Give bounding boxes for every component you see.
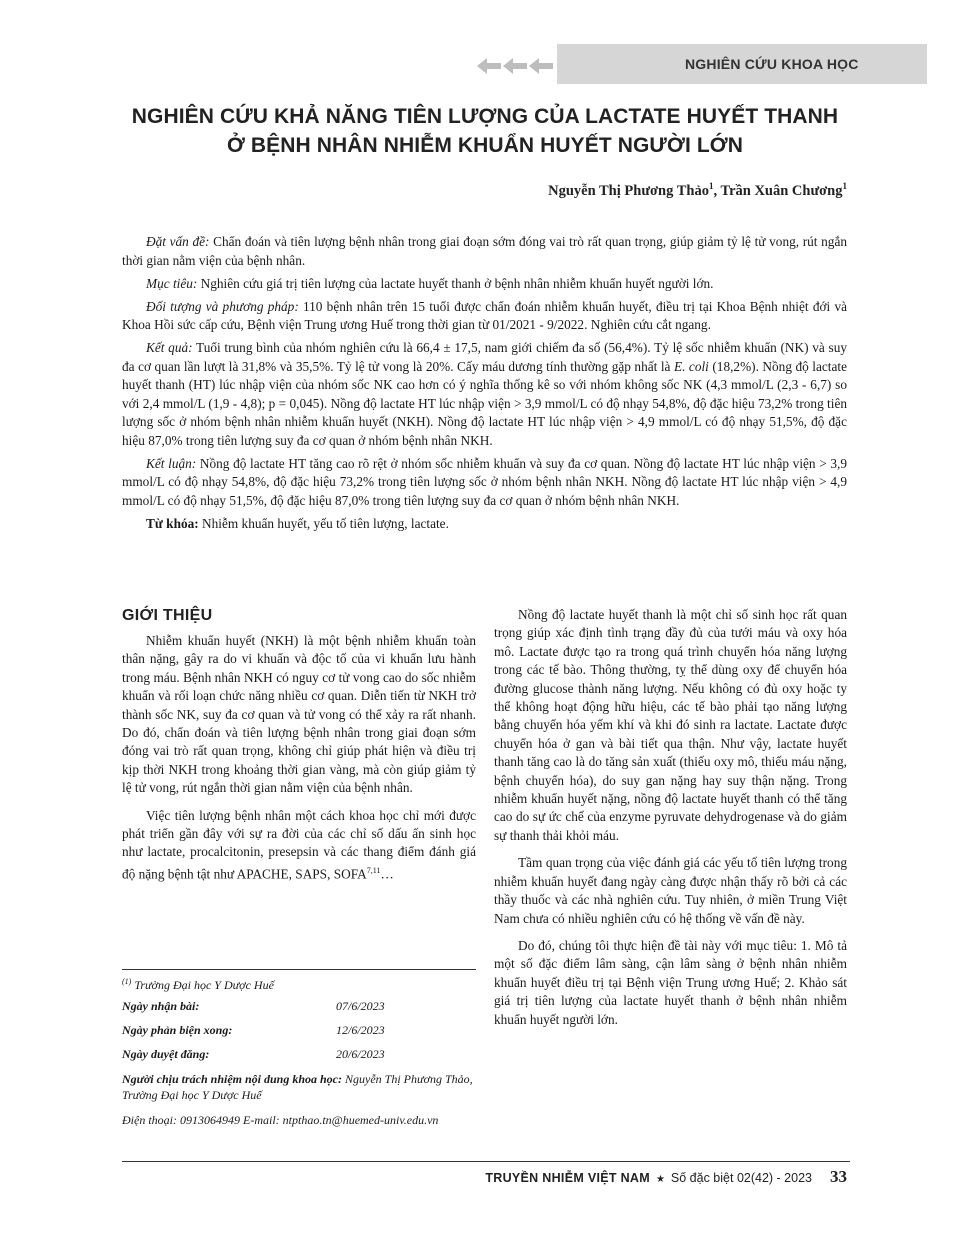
reviewed-date: 12/6/2023 — [336, 1023, 385, 1037]
affiliation-text: Trường Đại học Y Dược Huế — [131, 978, 274, 992]
abstract-conclusion-label: Kết luận: — [146, 455, 197, 471]
reviewed-label: Ngày phản biện xong: — [122, 1023, 233, 1037]
citation-ref: 7,11 — [366, 865, 381, 875]
abstract-background-label: Đặt vấn đề: — [146, 234, 210, 249]
affiliation-note — [122, 974, 476, 993]
contact-note: Điện thoại: 0913064949 E-mail: ntpthao.tn@huemed-univ.edu.vn — [122, 1113, 439, 1127]
intro-left-paragraph-1: Nhiễm khuẩn huyết (NKH) là một bệnh nhiễm khuẩn toàn thân nặng, gây ra do vi khuẩn và độc tố của vi khuẩn lưu hành trong máu. Bệnh nhân NKH có nguy cơ tử vong cao do sốc nhiễm khuẩn và rối loạn chức năng nhiều cơ quan. Diễn tiến từ NKH trở thành sốc NK, suy đa cơ quan và tử vong có thể xảy ra rất nhanh. Do đó, chẩn đoán và tiên lượng bệnh nhân trong giai đoạn sớm đóng vai trò rất quan trọng, không chỉ giúp phát hiện và điều trị kịp thời NKH trong khoảng thời gian vàng, mà còn giúp giảm tỷ lệ tử vong, rút ngắn thời gian nằm viện của bệnh nhân. — [122, 633, 476, 796]
responsible-author-note — [122, 1071, 476, 1103]
journal-name: TRUYỀN NHIỄM VIỆT NAM — [485, 1171, 650, 1185]
reviewed-date-row — [122, 1023, 476, 1038]
author-2: Trần Xuân Chương — [720, 182, 843, 199]
abstract-background — [122, 233, 847, 270]
abstract-results — [122, 339, 847, 450]
abstract-conclusion — [122, 455, 847, 511]
author-separator: , — [713, 182, 721, 199]
abstract-methods-label: Đối tượng và phương pháp: — [146, 298, 299, 314]
abstract-objective-text: Nghiên cứu giá trị tiên lượng của lactate huyết thanh ở bệnh nhân nhiễm khuẩn huyết người lớn. — [197, 275, 714, 291]
abstract-background-text: Chẩn đoán và tiên lượng bệnh nhân trong giai đoạn sớm đóng vai trò rất quan trọng, giúp giảm tỷ lệ tử vong, rút ngắn thời gian nằm viện của bệnh nhân. — [122, 234, 847, 268]
section-header-band — [557, 44, 927, 84]
intro-left-column — [122, 632, 476, 893]
keywords-label: Từ khóa: — [146, 515, 199, 531]
abstract-results-label: Kết quả: — [146, 340, 193, 355]
page-number: 33 — [830, 1167, 847, 1186]
issue-info: Số đặc biệt 02(42) - 2023 — [670, 1171, 812, 1185]
author-1-affiliation: 1 — [708, 181, 714, 191]
intro-left-paragraph-2-end: … — [380, 866, 394, 882]
intro-heading: GIỚI THIỆU — [122, 607, 213, 624]
accepted-label: Ngày duyệt đăng: — [122, 1047, 210, 1061]
author-2-affiliation: 1 — [842, 181, 847, 191]
intro-right-paragraph-3: Do đó, chúng tôi thực hiện đề tài này với mục tiêu: 1. Mô tả một số đặc điểm lâm sàng, cận lâm sàng ở bệnh nhân nhiễm khuẩn huyết điều trị tại Bệnh viện Trung ương Huế; 2. Khảo sát giá trị tiên lượng của lactate huyết thanh ở bệnh nhân nhiễm khuẩn huyết người lớn. — [494, 937, 847, 1027]
keywords — [122, 515, 847, 534]
accepted-date: 20/6/2023 — [336, 1047, 385, 1061]
abstract-objective — [122, 275, 847, 294]
received-date: 07/6/2023 — [336, 999, 385, 1013]
article-title — [60, 102, 910, 160]
section-label: NGHIÊN CỨU KHOA HỌC — [685, 56, 859, 72]
star-icon: ★ — [655, 1174, 665, 1185]
accepted-date-row — [122, 1047, 476, 1062]
abstract-objective-label: Mục tiêu: — [146, 275, 198, 291]
affiliation-marker: (1) — [122, 977, 132, 986]
received-label: Ngày nhận bài: — [122, 999, 200, 1013]
header-arrows-icon — [477, 56, 553, 76]
intro-right-column — [494, 606, 847, 1038]
abstract — [122, 233, 847, 538]
responsible-label: Người chịu trách nhiệm nội dung khoa học: — [122, 1072, 343, 1086]
intro-left-paragraph-2 — [122, 807, 476, 884]
intro-left-paragraph-2-text: Việc tiên lượng bệnh nhân một cách khoa học chỉ mới được phát triển gần đây với sự ra đời của các chỉ số dấu ấn sinh học như lactate, procalcitonin, presepsin và các thang điểm đánh giá độ nặng bệnh tật như APACHE, SAPS, SOFA — [122, 807, 476, 882]
abstract-methods — [122, 298, 847, 335]
abstract-results-text-a: Tuổi trung bình của nhóm nghiên cứu là 66,4 ± 17,5, nam giới chiếm đa số (56,4%). Tỷ lệ sốc nhiễm khuẩn (NK) và suy đa cơ quan lần lượt là 31,8% và 35,5%. Tỷ lệ tử vong là 20%. Cấy máu dương tính thường gặp nhất là — [122, 340, 847, 374]
page-footer — [485, 1167, 847, 1187]
received-date-row — [122, 999, 476, 1014]
footnote-divider — [122, 969, 476, 970]
author-list — [548, 181, 847, 200]
responsible-text: Nguyễn Thị Phương Thảo, Trường Đại học Y Dược Huế — [122, 1072, 473, 1102]
intro-right-paragraph-1: Nồng độ lactate huyết thanh là một chỉ số sinh học rất quan trọng giúp xác định tình trạng đầy đủ của tưới máu và oxy hóa mô. Lactate được tạo ra trong quá trình chuyển hóa năng lượng trong các tế bào. Thông thường, tỵ thể dùng oxy để chuyển hóa đường glucose thành năng lượng. Nếu không có đủ oxy hoặc ty thể không hoạt động hữu hiệu, các tế bào phải tạo năng lượng bằng chuyển hóa yếm khí và khi đó sinh ra lactate. Lactate được chuyển hóa ở gan và bài tiết qua thận. Như vậy, lactate huyết thanh tăng cao là do tăng sản xuất (thiếu oxy mô, thiếu máu nặng, bệnh chuyển hóa), do suy gan nặng hay suy thận nặng. Trong nhiễm khuẩn huyết nặng, nồng độ lactate huyết thanh có thể tăng cao do sự ức chế của enzyme pyruvate dehydrogenase và do giảm sự thanh thải khỏi máu. — [494, 607, 847, 843]
footer-divider — [122, 1161, 850, 1162]
abstract-results-text-b: (18,2%). Nồng độ lactate huyết thanh (HT) lúc nhập viện của nhóm sốc NK cao hơn có ý nghĩa thống kê so với nhóm không sốc NK (4,3 mmol/L (2,3 - 6,7) so với 2,4 mmol/L (1,9 - 4,8); p = 0,045). Nồng độ lactate HT lúc nhập viện > 3,9 mmol/L có độ nhạy 54,8%, độ đặc hiệu 73,2% trong tiên lượng sốc ở nhóm bệnh nhân nhiễm khuẩn huyết (NKH). Nồng độ lactate HT lúc nhập viện > 4,9 mmol/L có độ nhạy 51,5%, độ đặc hiệu 87,0% trong tiên lượng suy đa cơ quan ở nhóm bệnh nhân NKH. — [122, 358, 847, 448]
abstract-results-organism: E. coli — [673, 358, 709, 374]
title-line-2: Ở BỆNH NHÂN NHIỄM KHUẨN HUYẾT NGƯỜI LỚN — [226, 134, 744, 157]
title-line-1: NGHIÊN CỨU KHẢ NĂNG TIÊN LƯỢNG CỦA LACTATE HUYẾT THANH — [131, 105, 839, 128]
keywords-text: Nhiễm khuẩn huyết, yếu tố tiên lượng, lactate. — [198, 515, 449, 531]
abstract-methods-text: 110 bệnh nhân trên 15 tuổi được chẩn đoán nhiễm khuẩn huyết, điều trị tại Khoa Bệnh nhiệt đới và Khoa Hồi sức cấp cứu, Bệnh viện Trung ương Huế trong thời gian từ 01/2021 - 9/2022. Nghiên cứu cắt ngang. — [122, 298, 847, 332]
intro-right-paragraph-2: Tầm quan trọng của việc đánh giá các yếu tố tiên lượng trong nhiễm khuẩn huyết đang ngày càng được nhận thấy rõ bởi cả các thầy thuốc và các nhà nghiên cứu. Tuy nhiên, ở miền Trung Việt Nam chưa có nhiều nghiên cứu có hệ thống về vấn đề này. — [494, 855, 847, 926]
author-1: Nguyễn Thị Phương Thảo — [548, 182, 709, 199]
abstract-conclusion-text: Nồng độ lactate HT tăng cao rõ rệt ở nhóm sốc nhiễm khuẩn và suy đa cơ quan. Nồng độ lactate HT lúc nhập viện > 3,9 mmol/L có độ nhạy 54,8%, độ đặc hiệu 73,2% trong tiên lượng sốc ở nhóm bệnh nhân NKH. Nồng độ lactate HT lúc nhập viện > 4,9 mmol/L có độ nhạy 51,5%, độ đặc hiệu 87,0% trong tiên lượng suy đa cơ quan ở nhóm bệnh nhân NKH. — [122, 455, 848, 508]
